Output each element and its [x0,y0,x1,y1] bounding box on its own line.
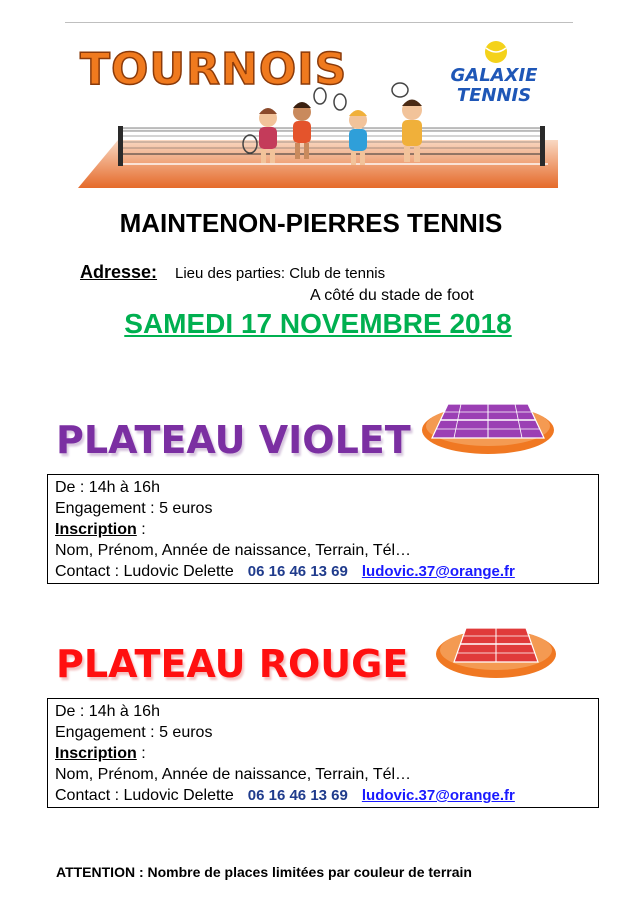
inscription-label: Inscription [55,745,137,762]
contact-label: Contact : Ludovic Delette [55,787,234,804]
attention-notice: ATTENTION : Nombre de places limitées par couleur de terrain [56,864,472,880]
banner-title: TOURNOIS [80,44,348,95]
address-line-2: A côté du stade de foot [310,287,474,304]
inscription-row [55,519,598,540]
fee-row: Engagement : 5 euros [55,724,213,741]
galaxie-tennis-logo [434,66,554,106]
plateau-violet-info-box [47,474,599,584]
plateau-violet-title: PLATEAU VIOLET [56,418,411,462]
contact-phone: 06 16 46 13 69 [247,563,348,580]
contact-phone: 06 16 46 13 69 [247,787,348,804]
red-court-icon [432,616,560,680]
inscription-suffix: : [136,745,146,762]
fields-row: Nom, Prénom, Année de naissance, Terrain, Tél… [55,766,412,783]
plateau-rouge-title: PLATEAU ROUGE [56,642,409,686]
fee-row: Engagement : 5 euros [55,500,213,517]
brand-line-2: TENNIS [456,85,532,106]
contact-row [55,561,598,582]
inscription-label: Inscription [55,521,137,538]
tournament-banner [78,32,558,188]
violet-court-icon [416,392,560,456]
fields-row: Nom, Prénom, Année de naissance, Terrain, Tél… [55,542,412,559]
address-line-1: Lieu des parties: Club de tennis [175,265,386,282]
inscription-suffix: : [136,521,146,538]
contact-label: Contact : Ludovic Delette [55,563,234,580]
plateau-rouge-info-box [47,698,599,808]
top-divider [65,22,573,23]
time-row: De : 14h à 16h [55,703,160,720]
inscription-row [55,743,598,764]
contact-email-link[interactable]: ludovic.37@orange.fr [361,787,515,804]
contact-email-link[interactable]: ludovic.37@orange.fr [361,563,515,580]
contact-row [55,785,598,806]
brand-line-1: GALAXIE [450,65,538,86]
time-row: De : 14h à 16h [55,479,160,496]
event-date: SAMEDI 17 NOVEMBRE 2018 [124,308,512,339]
address-label: Adresse: [80,262,158,282]
club-title: MAINTENON-PIERRES TENNIS [119,208,503,238]
